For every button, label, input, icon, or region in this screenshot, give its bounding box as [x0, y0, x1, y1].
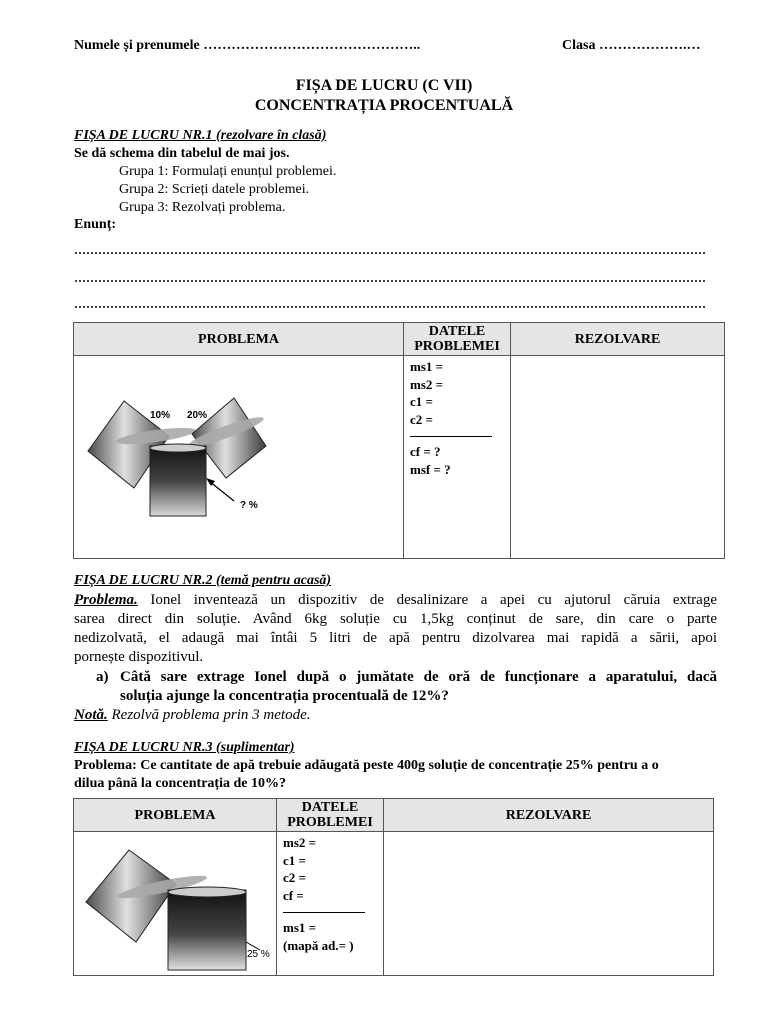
sheet1-intro: Se dă schema din tabelul de mai jos. — [74, 146, 290, 161]
table1-data-ms1: ms1 = — [410, 359, 444, 374]
concentration-label: 25 % — [247, 949, 270, 960]
mixing-diagram — [74, 356, 403, 558]
table1-data-cf: cf = ? — [410, 444, 441, 459]
dilution-diagram — [74, 832, 276, 975]
sheet1-heading: FIȘA DE LUCRU NR.1 (rezolvare în clasă) — [74, 128, 327, 143]
table1-data-c1: c1 = — [410, 394, 433, 409]
class-field-label: Clasa ……………….… — [562, 38, 701, 53]
table1-header-data-line1: DATELE — [428, 324, 486, 339]
table1-header-data — [404, 323, 511, 356]
sheet2-note — [74, 706, 311, 724]
table1-data-cell — [404, 356, 511, 559]
sheet1-group-2: Grupa 2: Scrieți datele problemei. — [119, 182, 310, 197]
sheet1-group-1: Grupa 1: Formulați enunțul problemei. — [119, 164, 337, 179]
result-concentration-label: ? % — [240, 500, 258, 511]
sheet1-table — [73, 322, 725, 559]
name-field-label: Numele și prenumele ……………………………………….. — [74, 38, 421, 53]
sheet2-problem-text-1: Ionel inventează un dispozitiv de desalinizare a apei cu ajutorul căruia extrage — [150, 592, 717, 608]
sheet1-group-3: Grupa 3: Rezolvați problema. — [119, 200, 286, 215]
result-arrow — [206, 478, 234, 501]
table2-data-c2: c2 = — [283, 870, 306, 885]
answer-dotted-line-3 — [74, 306, 706, 308]
sheet2-heading: FIȘA DE LUCRU NR.2 (temă pentru acasă) — [74, 573, 332, 588]
table2-problem-cell — [74, 832, 277, 976]
statement-label: Enunț: — [74, 217, 117, 232]
sheet3-problem-line-2: dilua până la concentrația de 10%? — [74, 776, 286, 791]
table2-header-solution: REZOLVARE — [384, 799, 714, 832]
table1-data-divider — [410, 436, 492, 437]
sheet3-table — [73, 798, 714, 976]
table2-solution-cell[interactable] — [384, 832, 714, 976]
table2-data-cell — [277, 832, 384, 976]
sheet2-problem-line-2: sarea direct din soluție. Având 6kg soluție cu 1,5kg conținut de sare, din care o parte — [74, 611, 717, 627]
sheet2-note-label: Notă. — [74, 707, 108, 723]
sheet3-heading: FIȘA DE LUCRU NR.3 (suplimentar) — [74, 740, 295, 755]
table2-data-mapa: (mapă ad.= ) — [283, 937, 354, 953]
sheet2-problem-line-4: pornește dispozitivul. — [74, 649, 204, 665]
sheet2-item-line-1: Câtă sare extrage Ionel după o jumătate de oră de funcționare a aparatului, dacă — [120, 669, 717, 685]
table1-header-data-line2: PROBLEMEI — [414, 339, 500, 354]
table2-data-cf: cf = — [283, 887, 304, 903]
right-concentration-label: 20% — [187, 410, 208, 421]
sheet3-problem-line-1: Problema: Ce cantitate de apă trebuie adăugată peste 400g soluție de concentrație 25% pentru a o — [74, 758, 659, 773]
left-concentration-label: 10% — [150, 410, 171, 421]
page-subtitle: CONCENTRAȚIA PROCENTUALĂ — [254, 97, 514, 114]
table1-header-solution: REZOLVARE — [511, 323, 725, 356]
bottom-beaker — [150, 444, 206, 516]
page-title: FIȘA DE LUCRU (C VII) — [295, 77, 473, 94]
table2-data-ms2: ms2 = — [283, 835, 317, 850]
table2-header-data — [277, 799, 384, 832]
table1-data-ms2: ms2 = — [410, 376, 444, 392]
table2-data-divider — [283, 912, 365, 913]
table1-data-c2: c2 = — [410, 411, 433, 427]
sheet2-problem-line-3: nedizolvată, el adaugă mai întâi 5 litri de apă pentru dizolvarea mai rapidă a sării, apoi — [74, 630, 717, 646]
answer-dotted-line-1 — [74, 252, 706, 254]
sheet2-problem-label: Problema. — [74, 592, 138, 608]
table2-header-problem: PROBLEMA — [74, 799, 277, 832]
table2-header-data-line2: PROBLEMEI — [287, 815, 373, 830]
table1-header-problem: PROBLEMA — [74, 323, 404, 356]
sheet2-note-text: Rezolvă problema prin 3 metode. — [111, 707, 311, 723]
table1-problem-cell — [74, 356, 404, 559]
sheet2-item-marker: a) — [96, 669, 109, 685]
receiving-beaker — [168, 887, 246, 970]
table1-solution-cell[interactable] — [511, 356, 725, 559]
answer-dotted-line-2 — [74, 280, 706, 282]
sheet2-problem-line-1 — [74, 591, 717, 609]
table1-data-msf: msf = ? — [410, 461, 451, 477]
table2-header-data-line1: DATELE — [301, 800, 359, 815]
sheet2-item-line-2: soluția ajunge la concentrația procentuală de 12%? — [120, 688, 449, 704]
table2-data-ms1: ms1 = — [283, 920, 317, 935]
table2-data-c1: c1 = — [283, 852, 306, 868]
